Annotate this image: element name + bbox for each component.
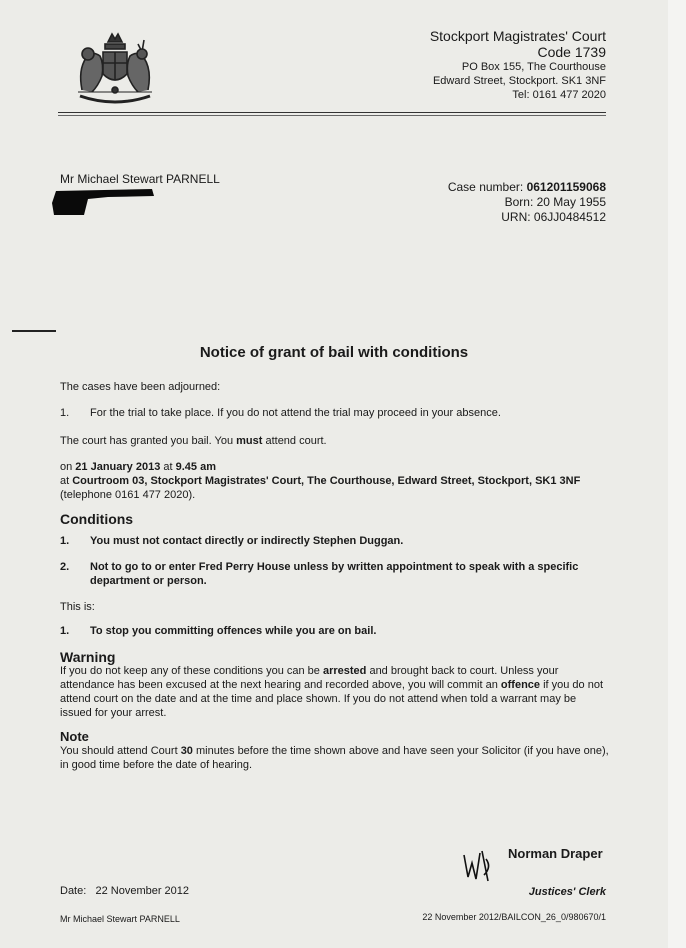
- warning-arrested: arrested: [322, 665, 367, 677]
- reason-text: To stop you committing offences while you are on bail.: [90, 625, 377, 637]
- condition-number: 1.: [60, 535, 70, 547]
- reason-item: [60, 624, 610, 638]
- warning-part: If you do not keep any of these conditions you can be: [60, 665, 323, 677]
- bail-pre: The court has granted you bail. You: [60, 435, 237, 447]
- condition-item: [60, 560, 610, 588]
- court-address-line2: Edward Street, Stockport. SK1 3NF: [432, 75, 606, 87]
- adjournment-number: 1.: [60, 407, 70, 419]
- bail-must: must: [236, 435, 263, 447]
- urn: URN: 06JJ0484512: [501, 210, 606, 224]
- warning-heading: Warning: [60, 649, 116, 665]
- adjournment-text: For the trial to take place. If you do not attend the trial may proceed in your absence.: [90, 407, 501, 419]
- hearing-phone: (telephone 0161 477 2020).: [60, 489, 196, 501]
- footer-recipient: Mr Michael Stewart PARNELL: [60, 914, 180, 924]
- signatory-role: Justices' Clerk: [528, 886, 606, 898]
- notice-title: Notice of grant of bail with conditions: [199, 344, 469, 361]
- issue-date-label: Date:: [60, 885, 87, 897]
- note-part: You should attend Court: [60, 745, 181, 757]
- warning-text: [60, 664, 610, 720]
- court-address-line1: PO Box 155, The Courthouse: [461, 61, 606, 73]
- bail-statement: [60, 434, 610, 448]
- hearing-at: at: [160, 461, 176, 473]
- hearing-location: Courtroom 03, Stockport Magistrates' Court, The Courthouse, Edward Street, Stockport, SK1 3NF: [72, 475, 581, 487]
- bail-post: attend court.: [262, 435, 327, 447]
- warning-part: and brought back to court. Unless your attendance has been excused at the next hearing and recorded above, you will commit an: [60, 665, 559, 691]
- note-heading: Note: [60, 729, 89, 744]
- case-number: 061201159068: [526, 180, 606, 194]
- hearing-date: 21 January 2013: [75, 461, 161, 473]
- header-divider-secondary: [58, 115, 606, 116]
- notice-body: [60, 380, 610, 772]
- redacted-address: [48, 187, 160, 217]
- signature-mark-icon: [458, 845, 498, 885]
- condition-item: [60, 534, 610, 548]
- recipient-name: Mr Michael Stewart PARNELL: [60, 172, 220, 186]
- court-name: Stockport Magistrates' Court: [429, 28, 606, 44]
- issue-date-value: 22 November 2012: [95, 885, 190, 897]
- condition-text: Not to go to or enter Fred Perry House unless by written appointment to speak with a specific department or person.: [90, 561, 579, 587]
- case-details: [448, 180, 606, 225]
- issue-date: [60, 885, 189, 897]
- conditions-heading: Conditions: [60, 511, 134, 527]
- adjourned-intro: The cases have been adjourned:: [60, 381, 221, 393]
- royal-coat-of-arms-icon: [72, 30, 158, 108]
- hearing-where: [60, 474, 610, 488]
- hearing-at-location: at: [60, 475, 73, 487]
- warning-offence: offence: [500, 679, 541, 691]
- warning-part: if you do not attend court on the date and at the time and place shown. If you do not attend when told a warrant may be issued for your arrest.: [60, 679, 604, 719]
- court-code: Code 1739: [537, 44, 606, 60]
- footer-reference: 22 November 2012/BAILCON_26_0/980670/1: [422, 912, 606, 922]
- reason-label: This is:: [60, 601, 95, 613]
- case-number-label: Case number:: [447, 180, 524, 194]
- court-header: [430, 28, 606, 102]
- fold-mark: [12, 330, 56, 332]
- condition-number: 2.: [60, 561, 70, 573]
- note-part: minutes before the time shown above and have seen your Solicitor (if you have one), in good time before the date of hearing.: [60, 745, 609, 771]
- note-text: [60, 744, 610, 772]
- hearing-time: 9.45 am: [175, 461, 216, 473]
- note-minutes: 30: [180, 745, 193, 757]
- date-of-birth: Born: 20 May 1955: [504, 195, 606, 209]
- page-edge: [668, 0, 686, 948]
- hearing-when: [60, 460, 610, 474]
- condition-text: You must not contact directly or indirectly Stephen Duggan.: [90, 535, 404, 547]
- adjournment-item: [60, 406, 610, 420]
- reason-number: 1.: [60, 625, 70, 637]
- signatory-name: Norman Draper: [508, 846, 603, 861]
- hearing-on: on: [60, 461, 76, 473]
- header-divider: [58, 112, 606, 113]
- court-telephone: Tel: 0161 477 2020: [512, 89, 606, 101]
